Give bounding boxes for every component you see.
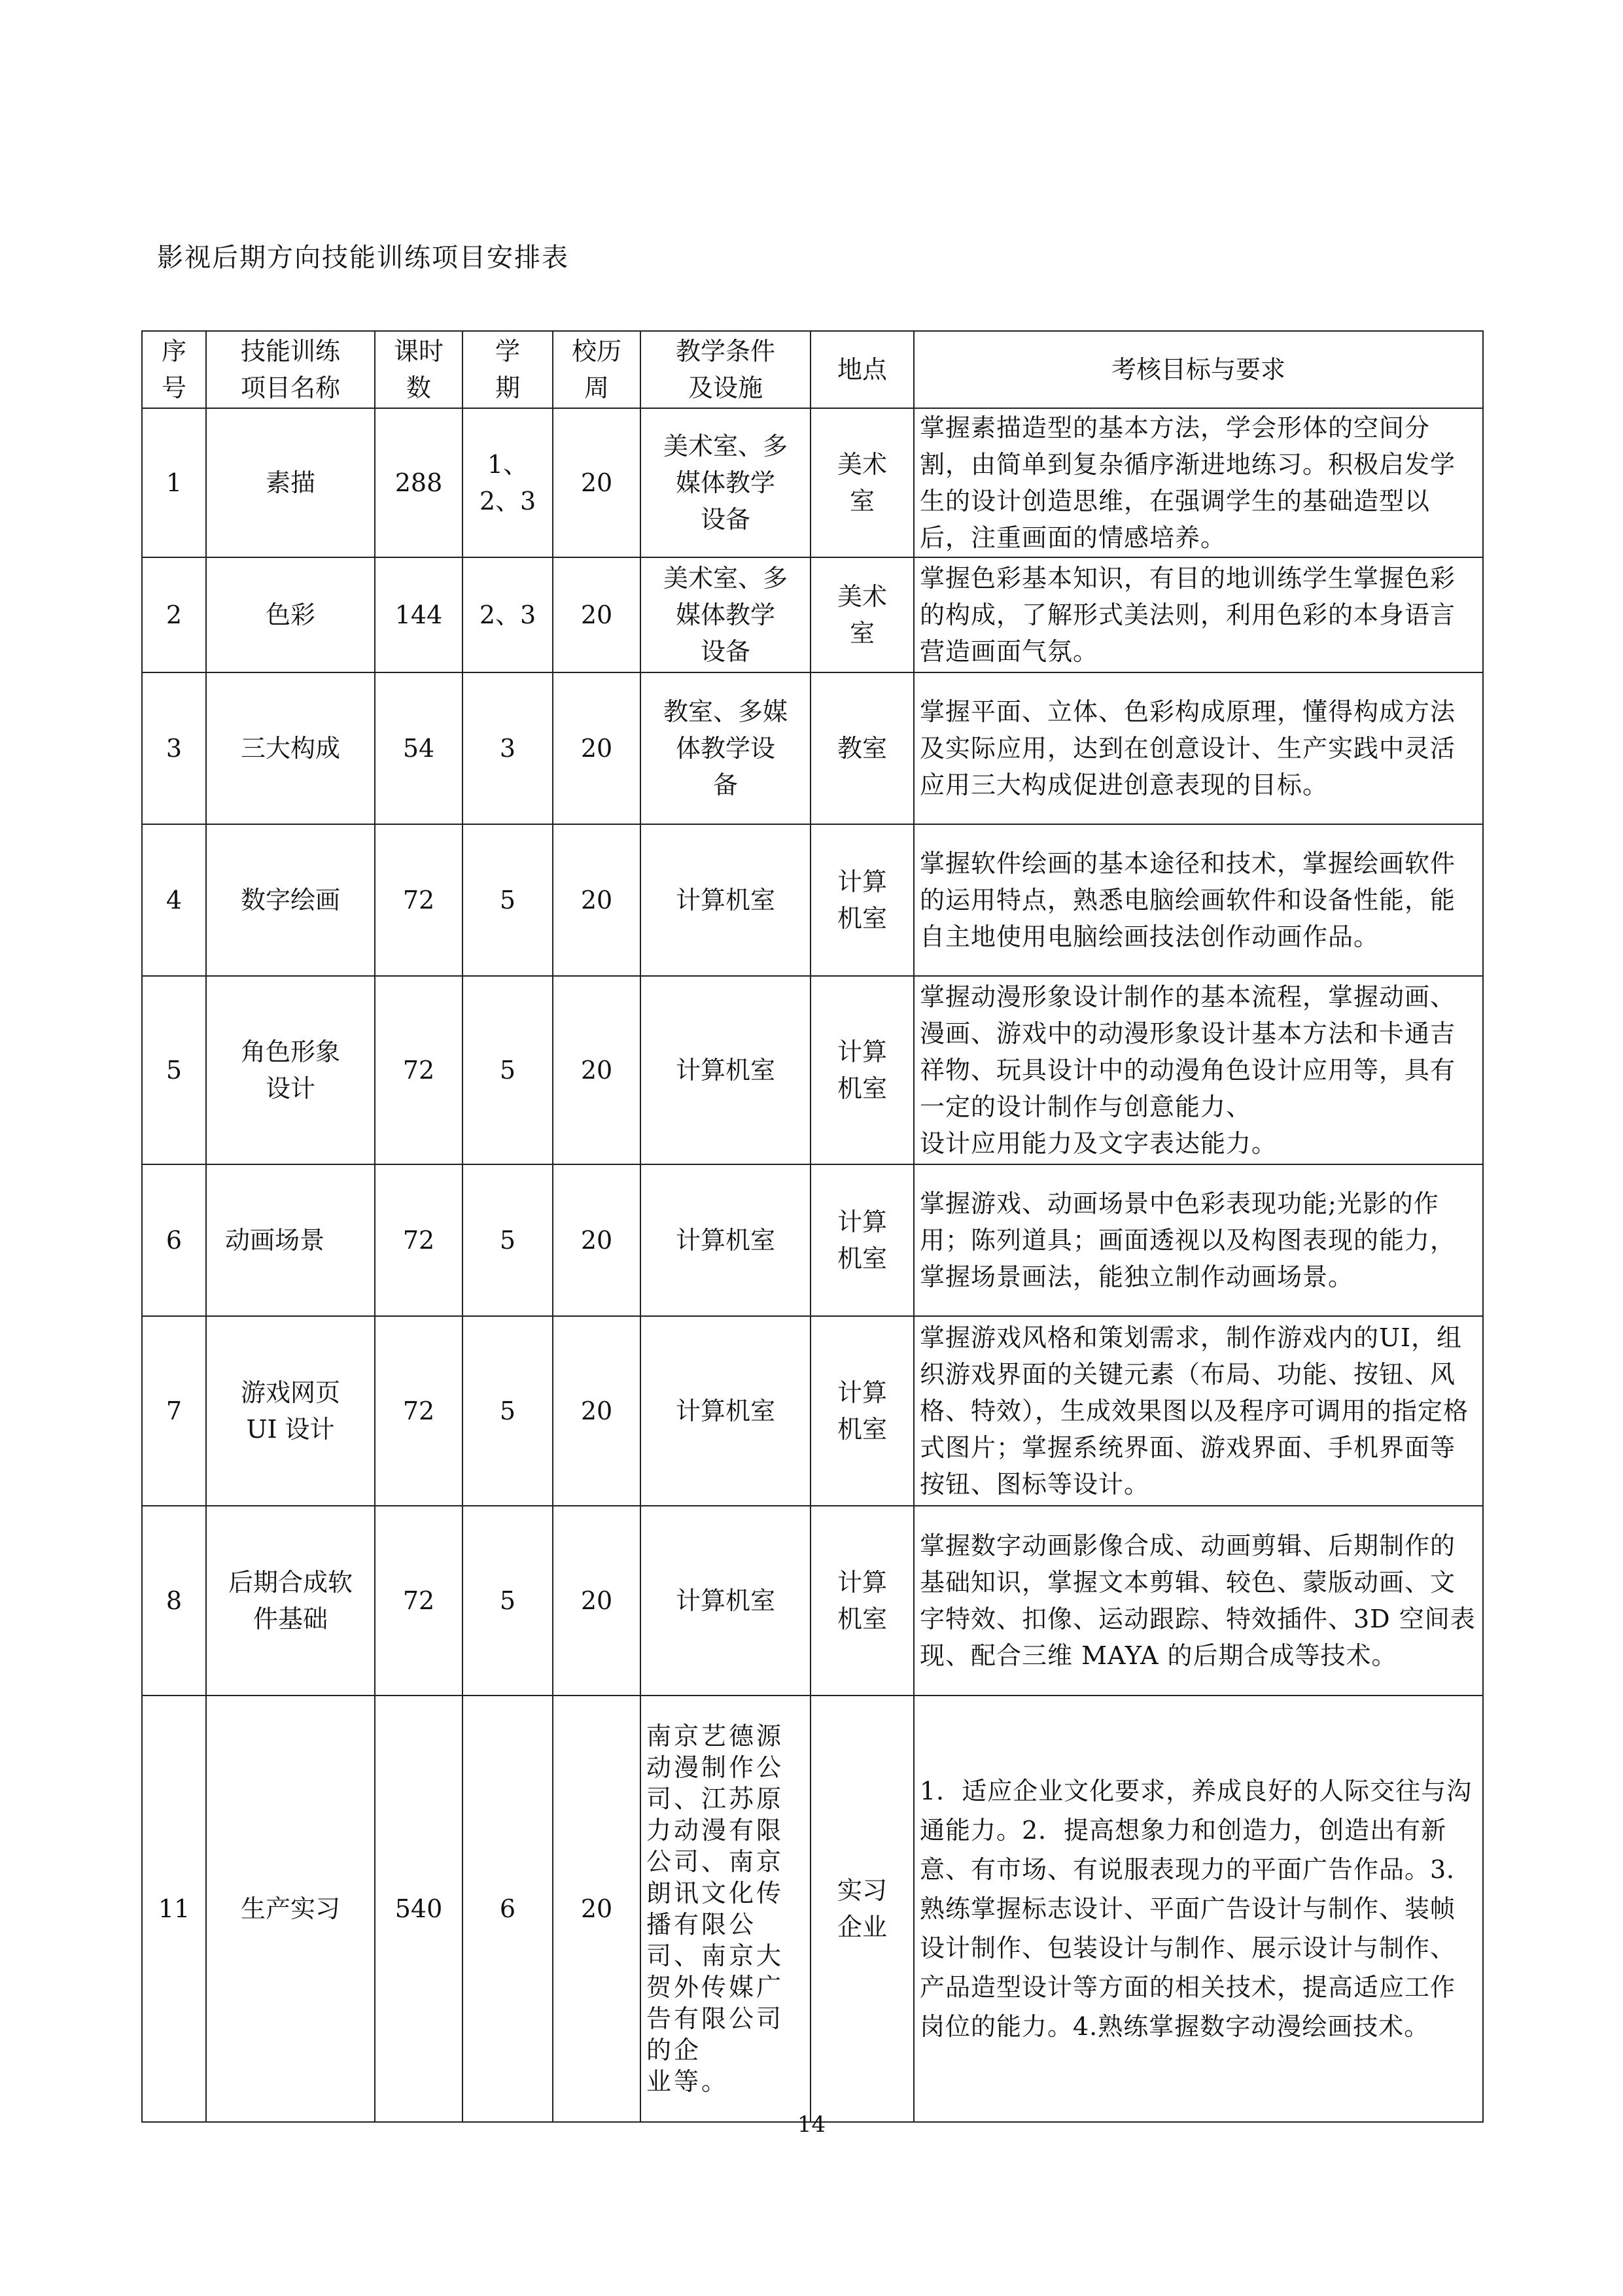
table-row: [142, 408, 1483, 557]
cell-location: 计算 机室: [811, 976, 914, 1164]
cell-no: 5: [142, 976, 206, 1164]
cell-hours: 540: [375, 1696, 462, 2122]
cell-location: 计算 机室: [811, 824, 914, 976]
cell-location: 实习 企业: [811, 1696, 914, 2122]
table-header-row: [142, 331, 1483, 408]
cell-requirement: 掌握游戏、动画场景中色彩表现功能;光影的作用；陈列道具；画面透视以及构图表现的能力，掌握场景画法，能独立制作动画场景。: [914, 1164, 1483, 1316]
cell-facility: 计算机室: [640, 824, 811, 976]
cell-name: 动画场景: [206, 1164, 375, 1316]
cell-facility: 计算机室: [640, 1506, 811, 1696]
cell-term: 3: [462, 672, 553, 824]
table-row: [142, 557, 1483, 672]
cell-facility: 美术室、多 媒体教学 设备: [640, 557, 811, 672]
cell-weeks: 20: [553, 1316, 640, 1506]
cell-requirement: 掌握数字动画影像合成、动画剪辑、后期制作的基础知识，掌握文本剪辑、较色、蒙版动画、文字特效、扣像、运动跟踪、特效插件、3D 空间表现、配合三维 MAYA 的后期合成等技术。: [914, 1506, 1483, 1696]
cell-name: 数字绘画: [206, 824, 375, 976]
header-cell-facility: 教学条件 及设施: [640, 331, 811, 408]
cell-name: 游戏网页 UI 设计: [206, 1316, 375, 1506]
cell-no: 8: [142, 1506, 206, 1696]
cell-no: 7: [142, 1316, 206, 1506]
table-row: [142, 976, 1483, 1164]
cell-location: 计算 机室: [811, 1164, 914, 1316]
cell-location: 教室: [811, 672, 914, 824]
cell-hours: 72: [375, 1506, 462, 1696]
cell-name: 角色形象 设计: [206, 976, 375, 1164]
cell-requirement: 1．适应企业文化要求，养成良好的人际交往与沟通能力。2．提高想象力和创造力，创造出有新意、有市场、有说服表现力的平面广告作品。3．熟练掌握标志设计、平面广告设计与制作、装帧设计制作、包装设计与制作、展示设计与制作、产品造型设计等方面的相关技术，提高适应工作岗位的能力。4.熟练掌握数字动漫绘画技术。: [914, 1696, 1483, 2122]
header-cell-name: 技能训练 项目名称: [206, 331, 375, 408]
cell-no: 1: [142, 408, 206, 557]
cell-name: 素描: [206, 408, 375, 557]
cell-facility: 美术室、多 媒体教学 设备: [640, 408, 811, 557]
cell-requirement: 掌握素描造型的基本方法，学会形体的空间分割，由简单到复杂循序渐进地练习。积极启发学生的设计创造思维，在强调学生的基础造型以后，注重画面的情感培养。: [914, 408, 1483, 557]
cell-hours: 54: [375, 672, 462, 824]
cell-facility: 计算机室: [640, 1316, 811, 1506]
header-cell-requirement: 考核目标与要求: [914, 331, 1483, 408]
header-cell-term: 学 期: [462, 331, 553, 408]
cell-hours: 72: [375, 1164, 462, 1316]
table-row: [142, 1316, 1483, 1506]
cell-location: 计算 机室: [811, 1316, 914, 1506]
table-row: [142, 1506, 1483, 1696]
cell-facility: 计算机室: [640, 976, 811, 1164]
cell-weeks: 20: [553, 824, 640, 976]
cell-term: 2、3: [462, 557, 553, 672]
cell-term: 1、 2、3: [462, 408, 553, 557]
cell-location: 计算 机室: [811, 1506, 914, 1696]
cell-name: 生产实习: [206, 1696, 375, 2122]
cell-no: 3: [142, 672, 206, 824]
training-schedule-table: [141, 330, 1484, 2123]
cell-facility: 计算机室: [640, 1164, 811, 1316]
cell-requirement: 掌握平面、立体、色彩构成原理，懂得构成方法及实际应用，达到在创意设计、生产实践中灵活应用三大构成促进创意表现的目标。: [914, 672, 1483, 824]
document-title: 影视后期方向技能训练项目安排表: [157, 243, 569, 273]
cell-requirement: 掌握色彩基本知识，有目的地训练学生掌握色彩的构成，了解形式美法则，利用色彩的本身语言营造画面气氛。: [914, 557, 1483, 672]
cell-facility: 教室、多媒 体教学设 备: [640, 672, 811, 824]
cell-term: 5: [462, 976, 553, 1164]
cell-term: 5: [462, 1316, 553, 1506]
header-cell-no: 序 号: [142, 331, 206, 408]
cell-name: 色彩: [206, 557, 375, 672]
cell-no: 4: [142, 824, 206, 976]
cell-term: 5: [462, 1164, 553, 1316]
cell-location: 美术 室: [811, 408, 914, 557]
header-cell-location: 地点: [811, 331, 914, 408]
header-cell-hours: 课时 数: [375, 331, 462, 408]
cell-no: 2: [142, 557, 206, 672]
cell-weeks: 20: [553, 672, 640, 824]
cell-term: 5: [462, 1506, 553, 1696]
cell-weeks: 20: [553, 1506, 640, 1696]
cell-no: 11: [142, 1696, 206, 2122]
cell-weeks: 20: [553, 1696, 640, 2122]
cell-requirement: 掌握游戏风格和策划需求，制作游戏内的UI，组织游戏界面的关键元素（布局、功能、按钮、风格、特效），生成效果图以及程序可调用的指定格式图片；掌握系统界面、游戏界面、手机界面等按钮、图标等设计。: [914, 1316, 1483, 1506]
cell-name: 后期合成软 件基础: [206, 1506, 375, 1696]
cell-term: 5: [462, 824, 553, 976]
cell-no: 6: [142, 1164, 206, 1316]
table-row: [142, 1164, 1483, 1316]
table-row: [142, 672, 1483, 824]
cell-hours: 72: [375, 1316, 462, 1506]
table-row: [142, 1696, 1483, 2122]
cell-weeks: 20: [553, 1164, 640, 1316]
page-number: 14: [797, 2112, 826, 2138]
cell-hours: 72: [375, 976, 462, 1164]
cell-hours: 288: [375, 408, 462, 557]
cell-hours: 72: [375, 824, 462, 976]
cell-weeks: 20: [553, 408, 640, 557]
header-cell-weeks: 校历 周: [553, 331, 640, 408]
cell-name: 三大构成: [206, 672, 375, 824]
table-row: [142, 824, 1483, 976]
cell-term: 6: [462, 1696, 553, 2122]
cell-weeks: 20: [553, 976, 640, 1164]
cell-requirement: 掌握动漫形象设计制作的基本流程，掌握动画、漫画、游戏中的动漫形象设计基本方法和卡通吉祥物、玩具设计中的动漫角色设计应用等，具有一定的设计制作与创意能力、 设计应用能力及文字表达能力。: [914, 976, 1483, 1164]
cell-facility: 南京艺德源 动漫制作公 司、江苏原 力动漫有限 公司、南京 朗讯文化传 播有限公 司、南京大 贺外传媒广 告有限公司 的企 业等。: [640, 1696, 811, 2122]
cell-hours: 144: [375, 557, 462, 672]
cell-weeks: 20: [553, 557, 640, 672]
cell-location: 美术 室: [811, 557, 914, 672]
cell-requirement: 掌握软件绘画的基本途径和技术，掌握绘画软件的运用特点，熟悉电脑绘画软件和设备性能，能自主地使用电脑绘画技法创作动画作品。: [914, 824, 1483, 976]
